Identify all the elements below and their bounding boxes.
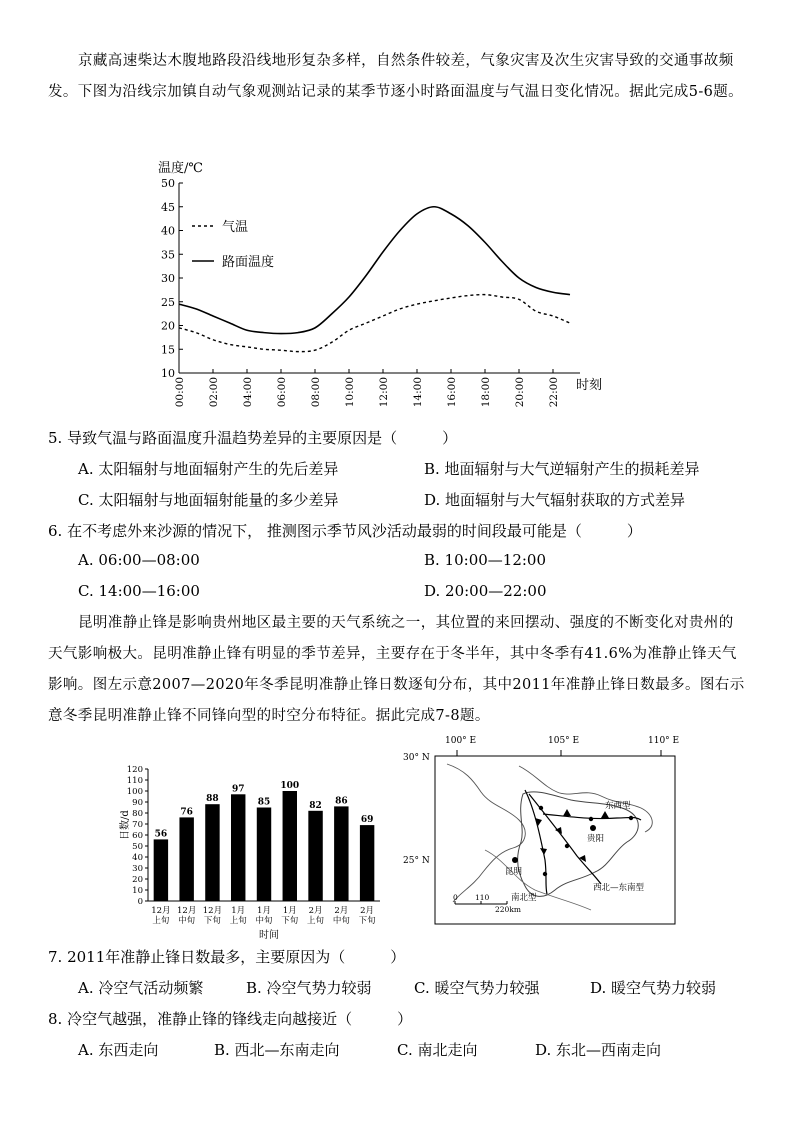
x-tick-label: 12:00 <box>378 377 390 408</box>
bar-y-tick-label: 40 <box>132 853 143 863</box>
front-dot-1 <box>539 806 543 810</box>
bar-category-label-period: 下旬 <box>203 916 221 926</box>
bar-y-tick-label: 30 <box>132 864 143 874</box>
q8-option-b: B. 西北—东南走向 <box>214 1041 340 1059</box>
q7-option-a: A. 冷空气活动频繁 <box>78 979 204 997</box>
ns-front-line <box>525 790 547 894</box>
bar-category-label-month: 2月 <box>308 906 323 916</box>
border-line-1 <box>447 764 525 902</box>
bar-value-label: 56 <box>154 829 168 840</box>
bar-y-tick-label: 20 <box>132 875 143 885</box>
front-triangle-2 <box>601 811 609 818</box>
y-tick-label: 10 <box>161 367 175 380</box>
air-temperature-line <box>179 295 570 352</box>
lon-label-105: 105° E <box>548 736 580 746</box>
x-tick-label: 10:00 <box>344 377 356 408</box>
bar-category-label-month: 1月 <box>231 906 246 916</box>
q7-option-c: C. 暖空气势力较强 <box>414 979 540 997</box>
x-tick-label: 20:00 <box>514 377 526 408</box>
x-tick-label: 02:00 <box>208 377 220 408</box>
bar <box>205 804 219 901</box>
bar-value-label: 82 <box>309 800 322 811</box>
bar-value-label: 88 <box>206 794 219 805</box>
q8-stem: 8. 冷空气越强，准静止锋的锋线走向越接近（ ） <box>48 1010 413 1028</box>
passage-1: 京藏高速柴达木腹地路段沿线地形复杂多样，自然条件较差，气象灾害及次生灾害导致的交通事故频发。下图为沿线宗加镇自动气象观测站记录的某季节逐小时路面温度与气温日变化情况。据此完成5-6题。 <box>48 53 744 100</box>
lat-label-30: 30° N <box>403 753 430 763</box>
bar <box>154 839 168 901</box>
city-label-guiyang: 贵阳 <box>587 834 605 844</box>
x-tick-label: 08:00 <box>310 377 322 408</box>
front-dot-2 <box>589 817 593 821</box>
bar-y-tick-label: 70 <box>132 820 143 830</box>
bar-category-label-month: 2月 <box>360 906 375 916</box>
q8-option-a: A. 东西走向 <box>78 1041 159 1059</box>
bar-y-tick-label: 110 <box>126 776 143 786</box>
bar-y-tick-label: 0 <box>137 897 143 907</box>
legend-air-label: 气温 <box>222 220 249 235</box>
q5-option-a: A. 太阳辐射与地面辐射产生的先后差异 <box>78 460 339 478</box>
bar-y-tick-label: 120 <box>126 765 143 775</box>
x-tick-label: 14:00 <box>412 377 424 408</box>
y-tick-label: 40 <box>161 224 175 238</box>
city-marker-guiyang <box>590 825 596 831</box>
bar-value-label: 86 <box>335 796 348 807</box>
bar-y-tick-label: 100 <box>126 787 143 797</box>
front-dot-5 <box>629 816 633 820</box>
bar-category-label-month: 12月 <box>202 906 223 916</box>
q6-option-a: A. 06:00—08:00 <box>78 551 200 569</box>
map-frame <box>435 756 675 924</box>
bar-category-label-period: 中旬 <box>255 916 273 926</box>
bar-category-label-month: 1月 <box>257 906 271 916</box>
front-dot-4 <box>565 844 569 848</box>
type-label-nwse: 西北—东南型 <box>593 883 645 893</box>
y-tick-label: 45 <box>161 200 175 214</box>
bar-y-axis-title: 日数/d <box>120 810 131 840</box>
bar-category-label-period: 上旬 <box>229 916 247 926</box>
q5-option-d: D. 地面辐射与大气辐射获取的方式差异 <box>424 491 686 509</box>
front-triangle-6 <box>579 855 586 862</box>
bar-category-label-period: 中旬 <box>178 916 196 926</box>
bar-value-label: 76 <box>180 807 193 818</box>
scale-label-220: 220km <box>495 905 521 914</box>
front-triangle-1 <box>563 809 571 816</box>
bar-category-label-month: 12月 <box>177 906 197 916</box>
bar-y-tick-label: 90 <box>132 798 143 808</box>
scale-label-0: 0 <box>453 893 458 902</box>
q7-stem: 7. 2011年准静止锋日数最多，主要原因为（ ） <box>48 948 406 966</box>
q5-option-c: C. 太阳辐射与地面辐射能量的多少差异 <box>78 491 339 509</box>
y-tick-label: 30 <box>161 272 175 285</box>
q7-option-b: B. 冷空气势力较弱 <box>246 979 372 997</box>
q8-option-d: D. 东北—西南走向 <box>535 1041 662 1059</box>
front-triangle-4 <box>540 848 547 855</box>
bar-y-tick-label: 60 <box>132 831 143 841</box>
lat-label-25: 25° N <box>403 856 430 866</box>
y-tick-label: 25 <box>161 295 175 309</box>
bar-value-label: 69 <box>360 815 374 826</box>
front-days-bar-chart <box>110 760 390 950</box>
x-tick-label: 22:00 <box>548 377 560 408</box>
bar-y-tick-label: 80 <box>132 809 143 819</box>
x-tick-label: 16:00 <box>446 377 458 408</box>
bar <box>231 794 245 901</box>
bar-y-tick-label: 10 <box>132 886 143 896</box>
x-tick-label: 18:00 <box>480 377 492 408</box>
lon-label-100: 100° E <box>445 736 477 746</box>
q6-stem: 6. 在不考虑外来沙源的情况下， 推测图示季节风沙活动最弱的时间段最可能是（ ） <box>48 522 642 540</box>
bar-category-label-month: 2月 <box>334 906 349 916</box>
front-type-map <box>395 730 685 930</box>
legend-road-label: 路面温度 <box>222 255 275 270</box>
bar-category-label-period: 下旬 <box>281 916 299 926</box>
bar-category-label-period: 上旬 <box>307 916 325 926</box>
bar-category-label-month: 12月 <box>151 906 171 916</box>
bar-x-axis-title: 时间 <box>259 930 279 941</box>
q8-option-c: C. 南北走向 <box>397 1041 478 1059</box>
y-tick-label: 15 <box>161 343 175 357</box>
x-tick-label: 04:00 <box>242 377 254 408</box>
bar-category-label-period: 上旬 <box>152 916 170 926</box>
bar <box>360 825 374 901</box>
bar-category-label-month: 1月 <box>282 906 297 916</box>
bar <box>308 811 322 901</box>
bar-y-tick-label: 50 <box>132 842 143 852</box>
bar-value-label: 100 <box>280 781 300 791</box>
q7-option-d: D. 暖空气势力较弱 <box>590 979 717 997</box>
q5-option-b: B. 地面辐射与大气逆辐射产生的损耗差异 <box>424 460 700 478</box>
type-label-ew: 东西型 <box>605 801 631 811</box>
bar <box>179 817 193 901</box>
x-tick-label: 06:00 <box>276 377 288 408</box>
type-label-ns: 南北型 <box>511 893 537 903</box>
bar <box>283 791 297 901</box>
bar-value-label: 97 <box>231 784 245 795</box>
front-dot-3 <box>543 872 547 876</box>
q6-option-c: C. 14:00—16:00 <box>78 582 200 600</box>
q5-stem: 5. 导致气温与路面温度升温趋势差异的主要原因是（ ） <box>48 429 458 447</box>
lon-label-110: 110° E <box>648 736 680 746</box>
y-axis-title: 温度/℃ <box>158 161 203 176</box>
x-axis-title: 时刻 <box>576 378 603 393</box>
q6-option-b: B. 10:00—12:00 <box>424 551 547 569</box>
bar-category-label-period: 下旬 <box>358 916 376 926</box>
city-label-kunming: 昆明 <box>505 867 523 877</box>
y-tick-label: 35 <box>161 248 175 262</box>
x-tick-label: 00:00 <box>174 377 186 408</box>
passage-2: 昆明准静止锋是影响贵州地区最主要的天气系统之一，其位置的来回摆动、强度的不断变化对贵州的天气影响极大。昆明准静止锋有明显的季节差异，主要存在于冬半年，其中冬季有41.6%为准静止锋天气影响。图左示意2007—2020年冬季昆明准静止锋日数逐旬分布，其中2011年准静止锋日数最多。图右示意冬季昆明准静止锋不同锋向型的时空分布特征。据此完成7-8题。 <box>48 615 745 724</box>
y-tick-label: 20 <box>161 319 175 333</box>
q6-option-d: D. 20:00—22:00 <box>424 582 547 600</box>
y-tick-label: 50 <box>161 177 175 190</box>
bar <box>257 808 271 902</box>
city-marker-kunming <box>512 857 518 863</box>
temperature-line-chart <box>150 155 610 415</box>
bar <box>334 806 348 901</box>
scale-label-110: 110 <box>475 893 490 902</box>
bar-category-label-period: 中旬 <box>332 916 350 926</box>
bar-value-label: 85 <box>257 797 271 808</box>
